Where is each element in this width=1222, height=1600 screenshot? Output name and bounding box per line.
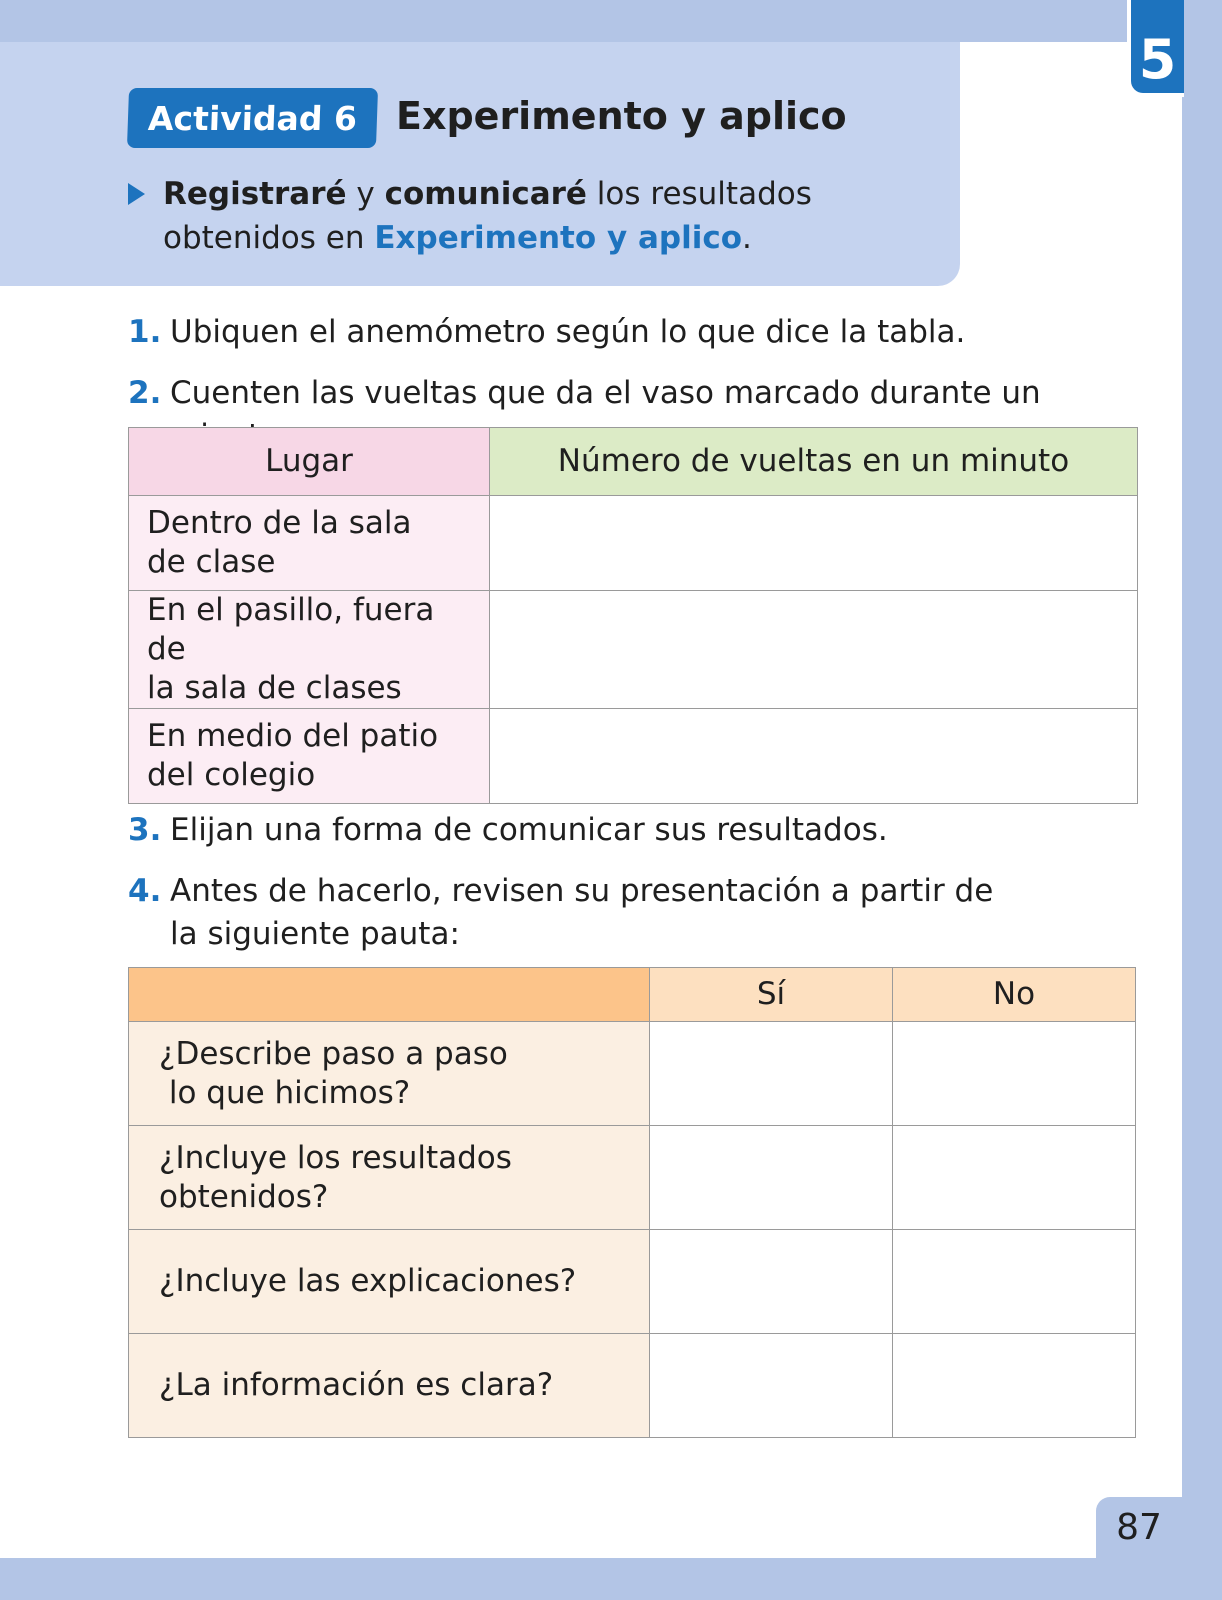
table-row (129, 1230, 1136, 1334)
turns-answer-cell[interactable] (490, 591, 1138, 709)
goal-conjunction: y (346, 176, 385, 212)
step-number: 4. (128, 873, 162, 909)
page-frame-right (1182, 0, 1222, 1600)
page-frame-top (0, 0, 1222, 42)
turns-answer-cell[interactable] (490, 709, 1138, 804)
wind-count-table (128, 427, 1138, 804)
column-header-yes: Sí (650, 968, 893, 1022)
criteria-cell (129, 1230, 650, 1334)
criteria-line-1: ¿La información es clara? (159, 1367, 554, 1403)
step-text: Elijan una forma de comunicar sus resultados. (170, 812, 888, 848)
step-3 (128, 809, 1138, 852)
activity-badge-label: Actividad 6 (147, 98, 358, 138)
table-row (129, 1334, 1136, 1438)
criteria-line-2: lo que hicimos? (159, 1074, 411, 1111)
place-line-1: En el pasillo, fuera de (147, 592, 435, 667)
page-number: 87 (1116, 1507, 1162, 1548)
step-1 (128, 311, 1138, 354)
yes-check-cell[interactable] (650, 1230, 893, 1334)
place-line-2: del colegio (147, 757, 316, 793)
place-line-1: Dentro de la sala (147, 505, 412, 541)
step-text: Cuenten las vueltas que da el vaso marcado durante un (170, 375, 1041, 411)
no-check-cell[interactable] (893, 1334, 1136, 1438)
page-frame-bottom (0, 1558, 1222, 1600)
no-check-cell[interactable] (893, 1230, 1136, 1334)
place-cell (129, 591, 490, 709)
criteria-line-2: obtenidos? (159, 1178, 329, 1215)
unit-number-tab (1127, 0, 1184, 97)
place-line-2: de clase (147, 544, 276, 580)
place-cell (129, 496, 490, 591)
table-row (129, 591, 1138, 709)
criteria-line-1: ¿Incluye las explicaciones? (159, 1263, 577, 1299)
bullet-arrow-icon (128, 183, 145, 205)
column-header-turns: Número de vueltas en un minuto (490, 428, 1138, 496)
turns-answer-cell[interactable] (490, 496, 1138, 591)
criteria-cell (129, 1126, 650, 1230)
goal-middle-text: los resultados obtenidos en (163, 176, 812, 256)
table-row (129, 1126, 1136, 1230)
step-number: 1. (128, 314, 162, 350)
criteria-cell (129, 1022, 650, 1126)
table-row (129, 709, 1138, 804)
yes-check-cell[interactable] (650, 1126, 893, 1230)
goal-period: . (742, 220, 752, 256)
step-number: 3. (128, 812, 162, 848)
place-cell (129, 709, 490, 804)
step-number: 2. (128, 375, 162, 411)
goal-verb-communicate: comunicaré (384, 176, 587, 212)
no-check-cell[interactable] (893, 1022, 1136, 1126)
goal-verb-register: Registraré (163, 176, 347, 212)
yes-check-cell[interactable] (650, 1334, 893, 1438)
table-row (129, 1022, 1136, 1126)
activity-badge (127, 88, 378, 148)
yes-check-cell[interactable] (650, 1022, 893, 1126)
step-text: Antes de hacerlo, revisen su presentación a partir de la siguiente pauta: (170, 873, 994, 952)
column-header-no: No (893, 968, 1136, 1022)
place-line-2: la sala de clases (147, 670, 402, 706)
criteria-line-1: ¿Incluye los resultados (159, 1139, 512, 1176)
table-row (129, 496, 1138, 591)
page-number-tab (1096, 1497, 1182, 1558)
no-check-cell[interactable] (893, 1126, 1136, 1230)
presentation-checklist-table (128, 967, 1136, 1438)
activity-title: Experimento y aplico (396, 94, 847, 138)
step-2 (128, 372, 1138, 415)
column-header-criteria (129, 968, 650, 1022)
activity-goal (163, 172, 943, 260)
column-header-place: Lugar (129, 428, 490, 496)
criteria-cell (129, 1334, 650, 1438)
criteria-line-1: ¿Describe paso a paso (159, 1035, 508, 1072)
place-line-1: En medio del patio (147, 718, 439, 754)
step-4 (128, 870, 1138, 952)
unit-number: 5 (1138, 28, 1177, 91)
step-text: Ubiquen el anemómetro según lo que dice la tabla. (170, 314, 966, 350)
goal-section-name: Experimento y aplico (374, 220, 742, 256)
